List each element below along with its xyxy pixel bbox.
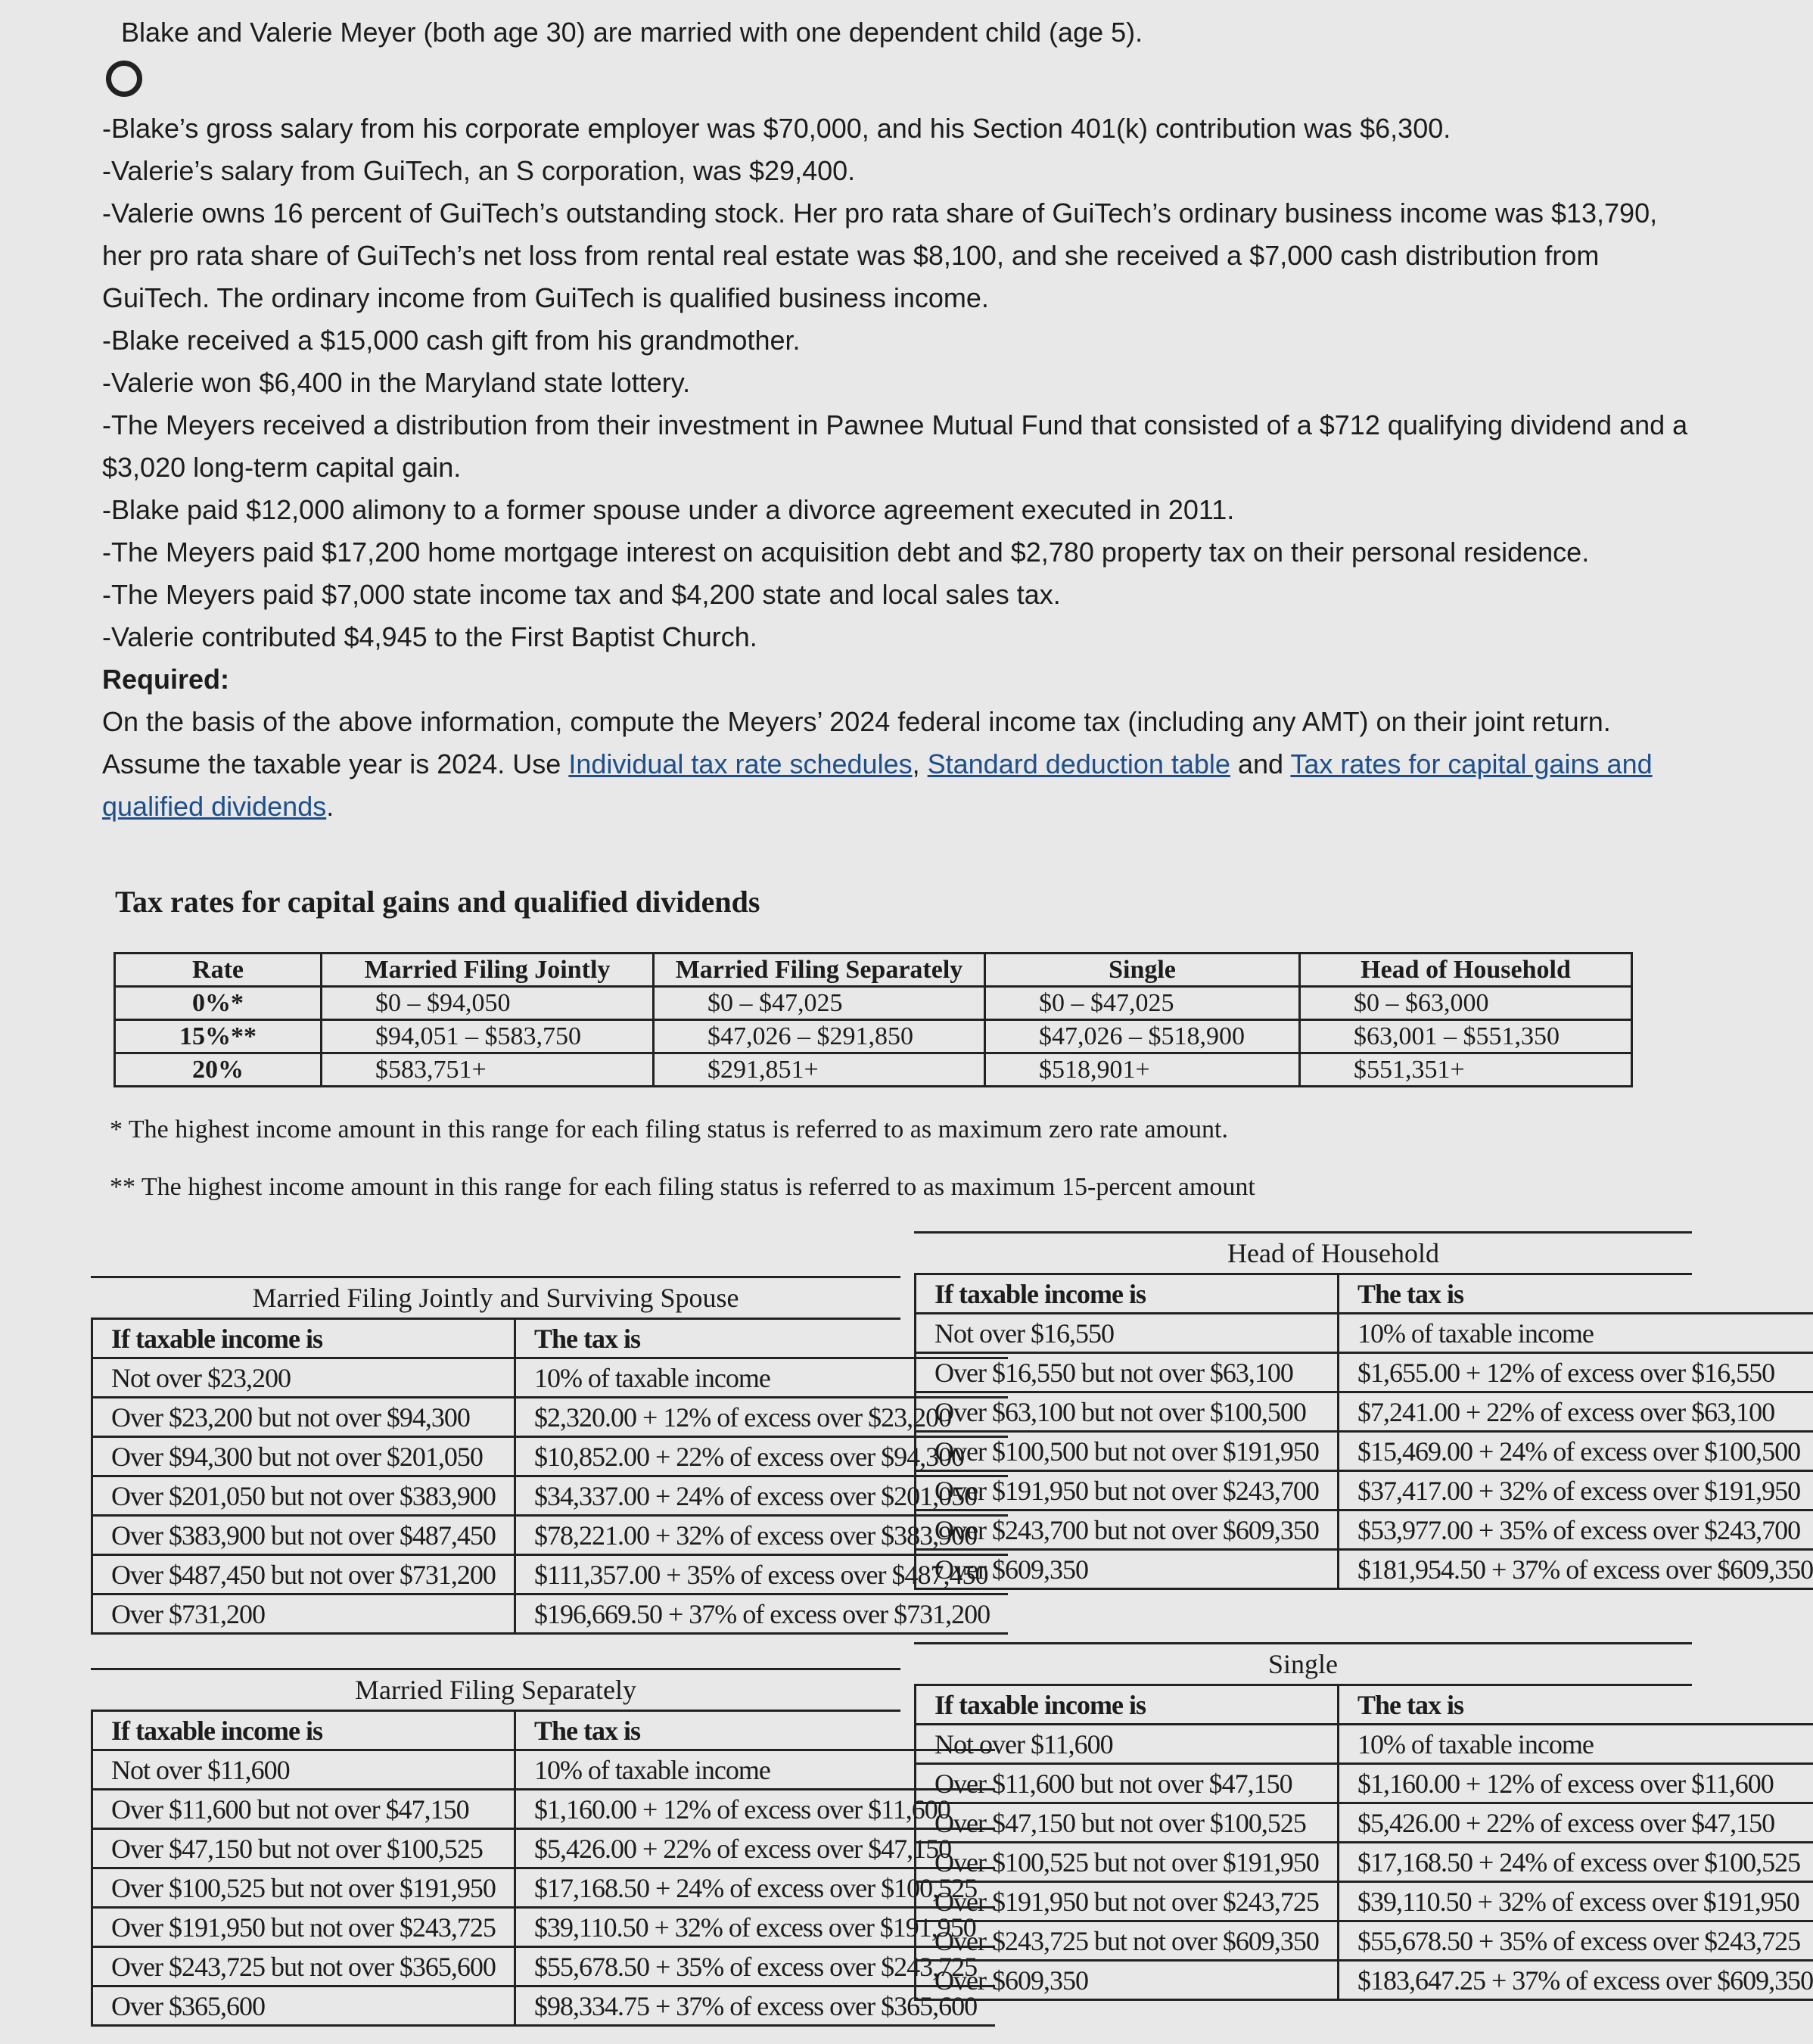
table-cell: Over $191,950 but not over $243,700 xyxy=(916,1471,1339,1510)
individual-tax-rate-schedules-link[interactable]: Individual tax rate schedules xyxy=(568,748,913,779)
table-cell: Over $11,600 but not over $47,150 xyxy=(916,1764,1339,1803)
table-cell: Not over $16,550 xyxy=(916,1314,1339,1353)
table-row xyxy=(92,1476,1009,1516)
table-cell: Over $609,350 xyxy=(916,1961,1339,2000)
column-header: If taxable income is xyxy=(916,1686,1339,1725)
schedule-table xyxy=(91,1712,995,2027)
table-cell: $181,954.50 + 37% of excess over $609,350 xyxy=(1338,1550,1813,1589)
table-row xyxy=(916,1432,1813,1471)
fact-item: -Valerie owns 16 percent of GuiTech’s outstanding stock. Her pro rata share of GuiTech’s ordinary business income was $13,790, her pro rata share of GuiTech’s net loss from rental real estate was $8,100, and she received a $7,000 cash distribution from GuiTech. The ordinary income from GuiTech is qualified business income. xyxy=(102,198,1658,313)
table-row xyxy=(92,1829,996,1868)
table-cell: $39,110.50 + 32% of excess over $191,950 xyxy=(515,1908,995,1947)
table-cell: $78,221.00 + 32% of excess over $383,900 xyxy=(515,1516,1008,1555)
table-cell: Over $487,450 but not over $731,200 xyxy=(92,1555,515,1594)
table-cell: $5,426.00 + 22% of excess over $47,150 xyxy=(515,1829,995,1868)
table-row xyxy=(92,1437,1009,1476)
table-row xyxy=(916,1961,1813,2000)
table-cell: Over $16,550 but not over $63,100 xyxy=(916,1353,1339,1392)
rate-cell: 0%* xyxy=(115,987,322,1020)
circle-icon xyxy=(106,61,142,97)
capital-gains-title: Tax rates for capital gains and qualified dividends xyxy=(115,885,760,919)
schedule-head-of-household xyxy=(914,1231,1813,1590)
table-cell: Over $201,050 but not over $383,900 xyxy=(92,1476,515,1516)
table-header-row xyxy=(916,1686,1813,1725)
table-cell: $7,241.00 + 22% of excess over $63,100 xyxy=(1338,1392,1813,1432)
table-cell: $10,852.00 + 22% of excess over $94,300 xyxy=(515,1437,1008,1476)
table-cell: $63,001 – $551,350 xyxy=(1300,1020,1632,1053)
table-row xyxy=(92,1947,996,1986)
table-cell: Over $191,950 but not over $243,725 xyxy=(92,1908,515,1947)
column-header: Married Filing Jointly xyxy=(322,954,654,987)
schedule-married-filing-jointly xyxy=(91,1276,990,1635)
table-row xyxy=(916,1471,1813,1510)
table-cell: 10% of taxable income xyxy=(515,1358,1008,1398)
fact-item: -Blake paid $12,000 alimony to a former spouse under a divorce agreement executed in 2011. xyxy=(102,494,1235,525)
table-cell: Over $11,600 but not over $47,150 xyxy=(92,1790,515,1829)
table-row xyxy=(115,1020,1632,1053)
table-row xyxy=(92,1594,1009,1634)
table-cell: $1,160.00 + 12% of excess over $11,600 xyxy=(1338,1764,1813,1803)
schedule-title: Married Filing Jointly and Surviving Spouse xyxy=(91,1276,900,1320)
table-cell: $47,026 – $291,850 xyxy=(654,1020,985,1053)
table-cell: Over $243,725 but not over $365,600 xyxy=(92,1947,515,1986)
table-cell: $39,110.50 + 32% of excess over $191,950 xyxy=(1338,1882,1813,1921)
table-cell: $291,851+ xyxy=(654,1053,985,1087)
table-row xyxy=(92,1398,1009,1437)
table-cell: $47,026 – $518,900 xyxy=(985,1020,1300,1053)
table-cell: Over $609,350 xyxy=(916,1550,1339,1589)
required-instructions: On the basis of the above information, compute the Meyers’ 2024 federal income tax (including any AMT) on their joint return. Assume the taxable year is 2024. Use xyxy=(102,706,1611,779)
column-header: The tax is xyxy=(1338,1686,1813,1725)
table-cell: $98,334.75 + 37% of excess over $365,600 xyxy=(515,1986,995,2026)
table-header-row xyxy=(115,954,1632,987)
separator: , xyxy=(912,748,928,779)
table-cell: Over $100,525 but not over $191,950 xyxy=(92,1868,515,1908)
table-row xyxy=(916,1550,1813,1589)
schedule-table xyxy=(914,1686,1813,2001)
capital-gains-rates-link[interactable]: Tax rates for capital gains and qualified dividends xyxy=(102,748,1653,822)
table-cell: $583,751+ xyxy=(322,1053,654,1087)
table-cell: $0 – $47,025 xyxy=(985,987,1300,1020)
column-header: The tax is xyxy=(1338,1275,1813,1314)
table-cell: $111,357.00 + 35% of excess over $487,450 xyxy=(515,1555,1008,1594)
table-cell: Not over $23,200 xyxy=(92,1358,515,1398)
table-row xyxy=(916,1843,1813,1882)
table-cell: $53,977.00 + 35% of excess over $243,700 xyxy=(1338,1510,1813,1550)
table-cell: $55,678.50 + 35% of excess over $243,725 xyxy=(1338,1921,1813,1961)
required-text xyxy=(102,701,1699,828)
schedule-table xyxy=(91,1320,1008,1635)
table-row xyxy=(916,1353,1813,1392)
table-row xyxy=(92,1555,1009,1594)
table-row xyxy=(92,1750,996,1790)
table-cell: Over $47,150 but not over $100,525 xyxy=(92,1829,515,1868)
column-header: If taxable income is xyxy=(92,1712,515,1750)
table-row xyxy=(92,1868,996,1908)
table-cell: $94,051 – $583,750 xyxy=(322,1020,654,1053)
column-header: The tax is xyxy=(515,1320,1008,1358)
rate-cell: 15%** xyxy=(115,1020,322,1053)
table-header-row xyxy=(916,1275,1813,1314)
table-row xyxy=(92,1908,996,1947)
table-row xyxy=(92,1986,996,2026)
problem-intro: Blake and Valerie Meyer (both age 30) are married with one dependent child (age 5). xyxy=(121,17,1143,48)
table-row xyxy=(916,1314,1813,1353)
column-header: If taxable income is xyxy=(92,1320,515,1358)
table-cell: Over $243,725 but not over $609,350 xyxy=(916,1921,1339,1961)
table-cell: 10% of taxable income xyxy=(1338,1314,1813,1353)
table-cell: $5,426.00 + 22% of excess over $47,150 xyxy=(1338,1803,1813,1843)
table-header-row xyxy=(92,1320,1009,1358)
table-row xyxy=(92,1790,996,1829)
fact-item: -The Meyers paid $17,200 home mortgage interest on acquisition debt and $2,780 property tax on their personal residence. xyxy=(102,537,1590,568)
table-cell: Not over $11,600 xyxy=(916,1725,1339,1764)
table-cell: $1,655.00 + 12% of excess over $16,550 xyxy=(1338,1353,1813,1392)
schedule-title: Married Filing Separately xyxy=(91,1668,900,1712)
table-cell: Over $63,100 but not over $100,500 xyxy=(916,1392,1339,1432)
schedule-married-filing-separately xyxy=(91,1668,978,2027)
capital-gains-table xyxy=(114,952,1633,1087)
schedule-single xyxy=(914,1642,1813,2001)
table-row xyxy=(92,1516,1009,1555)
fact-item: -Valerie’s salary from GuiTech, an S corporation, was $29,400. xyxy=(102,155,856,186)
fact-item: -The Meyers received a distribution from their investment in Pawnee Mutual Fund that consisted of a $712 qualifying dividend and a $3,020 long-term capital gain. xyxy=(102,409,1688,483)
table-row xyxy=(92,1358,1009,1398)
table-cell: $34,337.00 + 24% of excess over $201,050 xyxy=(515,1476,1008,1516)
table-row xyxy=(115,1053,1632,1087)
table-cell: Over $731,200 xyxy=(92,1594,515,1634)
table-cell: Over $47,150 but not over $100,525 xyxy=(916,1803,1339,1843)
required-label: Required: xyxy=(102,664,230,695)
table-cell: $55,678.50 + 35% of excess over $243,725 xyxy=(515,1947,995,1986)
schedule-title: Single xyxy=(914,1642,1692,1686)
footnote-zero-rate: * The highest income amount in this range for each filing status is referred to as maximum zero rate amount. xyxy=(110,1115,1228,1143)
table-cell: Over $100,500 but not over $191,950 xyxy=(916,1432,1339,1471)
rate-cell: 20% xyxy=(115,1053,322,1087)
fact-item: -Valerie won $6,400 in the Maryland state lottery. xyxy=(102,367,691,398)
table-cell: $551,351+ xyxy=(1300,1053,1632,1087)
table-cell: $0 – $47,025 xyxy=(654,987,985,1020)
period: . xyxy=(326,791,334,822)
table-row xyxy=(916,1510,1813,1550)
schedule-title: Head of Household xyxy=(914,1231,1692,1275)
table-cell: $0 – $63,000 xyxy=(1300,987,1632,1020)
table-cell: $37,417.00 + 32% of excess over $191,950 xyxy=(1338,1471,1813,1510)
column-header: Married Filing Separately xyxy=(654,954,985,987)
table-cell: $17,168.50 + 24% of excess over $100,525 xyxy=(1338,1843,1813,1882)
standard-deduction-table-link[interactable]: Standard deduction table xyxy=(927,748,1230,779)
table-row xyxy=(916,1921,1813,1961)
table-cell: Over $383,900 but not over $487,450 xyxy=(92,1516,515,1555)
table-header-row xyxy=(92,1712,996,1750)
fact-item: -Blake’s gross salary from his corporate employer was $70,000, and his Section 401(k) contribution was $6,300. xyxy=(102,113,1451,144)
column-header: Head of Household xyxy=(1300,954,1632,987)
fact-item: -Valerie contributed $4,945 to the First Baptist Church. xyxy=(102,621,757,652)
table-cell: $1,160.00 + 12% of excess over $11,600 xyxy=(515,1790,995,1829)
table-cell: Over $191,950 but not over $243,725 xyxy=(916,1882,1339,1921)
table-cell: $15,469.00 + 24% of excess over $100,500 xyxy=(1338,1432,1813,1471)
separator: and xyxy=(1230,748,1291,779)
table-cell: 10% of taxable income xyxy=(1338,1725,1813,1764)
table-cell: $2,320.00 + 12% of excess over $23,200 xyxy=(515,1398,1008,1437)
table-cell: Over $100,525 but not over $191,950 xyxy=(916,1843,1339,1882)
table-row xyxy=(916,1392,1813,1432)
column-header: Rate xyxy=(115,954,322,987)
facts-list xyxy=(102,107,1699,828)
table-row xyxy=(916,1803,1813,1843)
table-cell: Over $243,700 but not over $609,350 xyxy=(916,1510,1339,1550)
table-row xyxy=(916,1882,1813,1921)
table-row xyxy=(115,987,1632,1020)
table-cell: Over $23,200 but not over $94,300 xyxy=(92,1398,515,1437)
table-cell: $17,168.50 + 24% of excess over $100,525 xyxy=(515,1868,995,1908)
column-header: Single xyxy=(985,954,1300,987)
column-header: If taxable income is xyxy=(916,1275,1339,1314)
schedule-table xyxy=(914,1275,1813,1590)
footnote-fifteen-percent: ** The highest income amount in this range for each filing status is referred to as maximum 15-percent amount xyxy=(110,1173,1255,1201)
table-cell: 10% of taxable income xyxy=(515,1750,995,1790)
table-cell: $518,901+ xyxy=(985,1053,1300,1087)
table-row xyxy=(916,1725,1813,1764)
table-cell: $183,647.25 + 37% of excess over $609,350 xyxy=(1338,1961,1813,2000)
table-row xyxy=(916,1764,1813,1803)
fact-item: -The Meyers paid $7,000 state income tax and $4,200 state and local sales tax. xyxy=(102,579,1061,610)
table-cell: $196,669.50 + 37% of excess over $731,200 xyxy=(515,1594,1008,1634)
table-cell: Not over $11,600 xyxy=(92,1750,515,1790)
table-cell: $0 – $94,050 xyxy=(322,987,654,1020)
table-cell: Over $94,300 but not over $201,050 xyxy=(92,1437,515,1476)
fact-item: -Blake received a $15,000 cash gift from his grandmother. xyxy=(102,325,801,356)
table-cell: Over $365,600 xyxy=(92,1986,515,2026)
column-header: The tax is xyxy=(515,1712,995,1750)
